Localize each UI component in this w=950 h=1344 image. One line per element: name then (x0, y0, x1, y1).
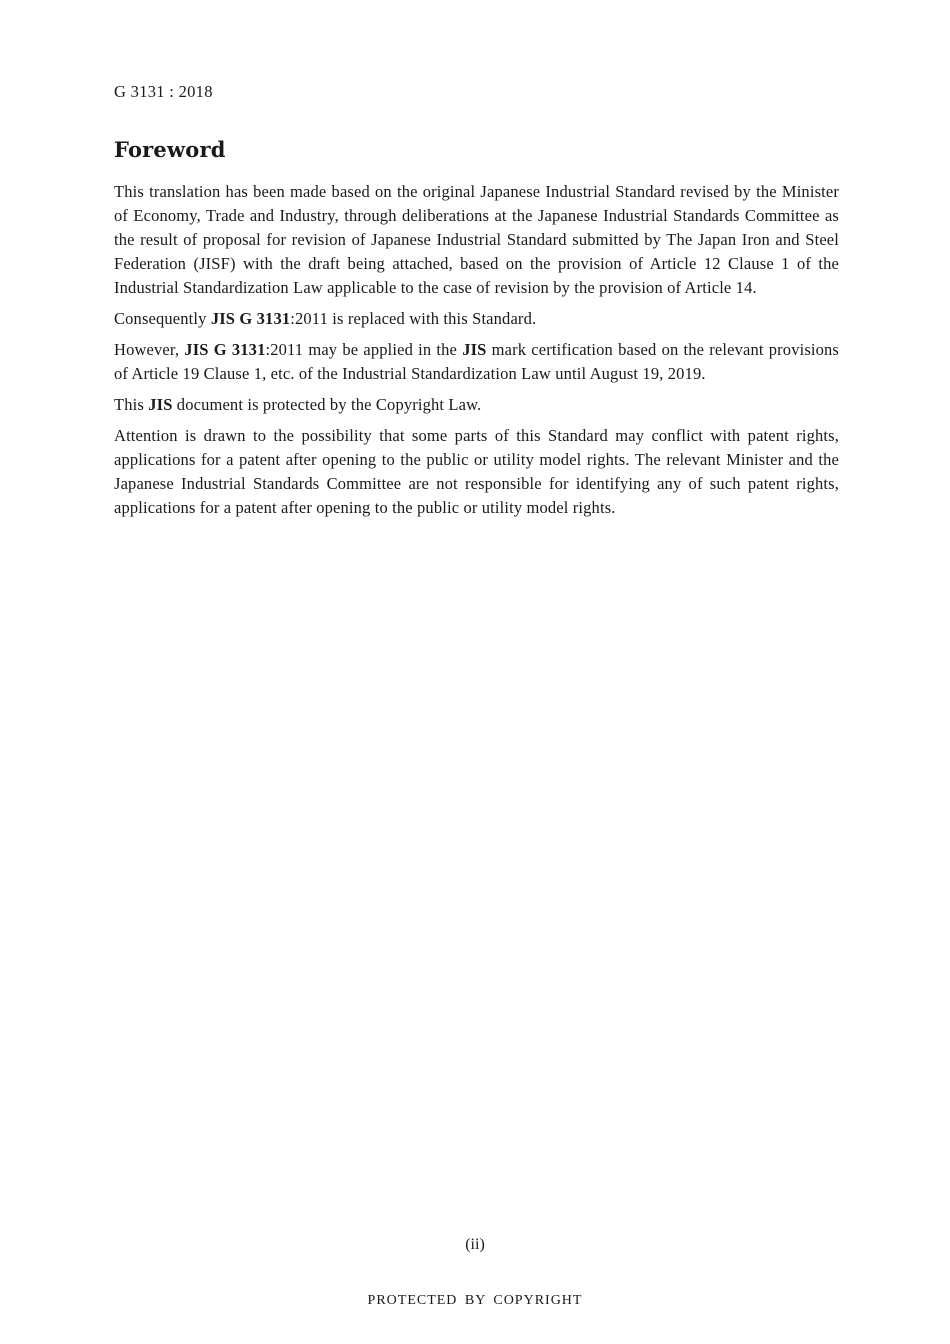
paragraph-1: This translation has been made based on the original Japanese Industrial Standard revised by the Minister of Economy, Trade and Industry, through deliberations at the Japanese Industrial Standards Committee as the result of proposal for revision of Japanese Industrial Standard submitted by The Japan Iron and Steel Federation (JISF) with the draft being attached, based on the provision of Article 12 Clause 1 of the Industrial Standardization Law applicable to the case of revision by the provision of Article 14. (114, 182, 839, 297)
foreword-body (114, 180, 839, 527)
p4-post-text: document is protected by the Copyright Law. (172, 395, 482, 414)
p2-pre-text: Consequently (114, 309, 211, 328)
jis-mark: JIS (462, 340, 487, 359)
standard-reference: JIS G 3131 (210, 309, 291, 328)
standard-reference: JIS G 3131 (184, 340, 266, 359)
p3-post-text: mark certification based on the relevant provisions of Article 19 Clause 1, etc. of the Industrial Standardization Law until August 19, 2019. (114, 340, 840, 383)
document-code: G 3131 : 2018 (114, 82, 213, 101)
p4-pre-text: This (114, 395, 149, 414)
paragraph-3 (114, 338, 839, 386)
p2-post-text: :2011 is replaced with this Standard. (290, 309, 537, 328)
paragraph-5: Attention is drawn to the possibility that some parts of this Standard may conflict with patent rights, applications for a patent after opening to the public or utility model rights. The relevant Minister and the Japanese Industrial Standards Committee are not responsible for identifying any of such patent rights, applications for a patent after opening to the public or utility model rights. (114, 426, 839, 517)
p3-pre-text: However, (114, 340, 185, 359)
section-title: Foreword (114, 137, 226, 162)
page-number: (ii) (465, 1236, 485, 1253)
p3-mid-text: :2011 may be applied in the (265, 340, 463, 359)
paragraph-2 (114, 307, 839, 331)
paragraph-4 (114, 393, 839, 417)
jis-mark: JIS (148, 395, 173, 414)
copyright-footer: PROTECTED BY COPYRIGHT (367, 1293, 583, 1308)
